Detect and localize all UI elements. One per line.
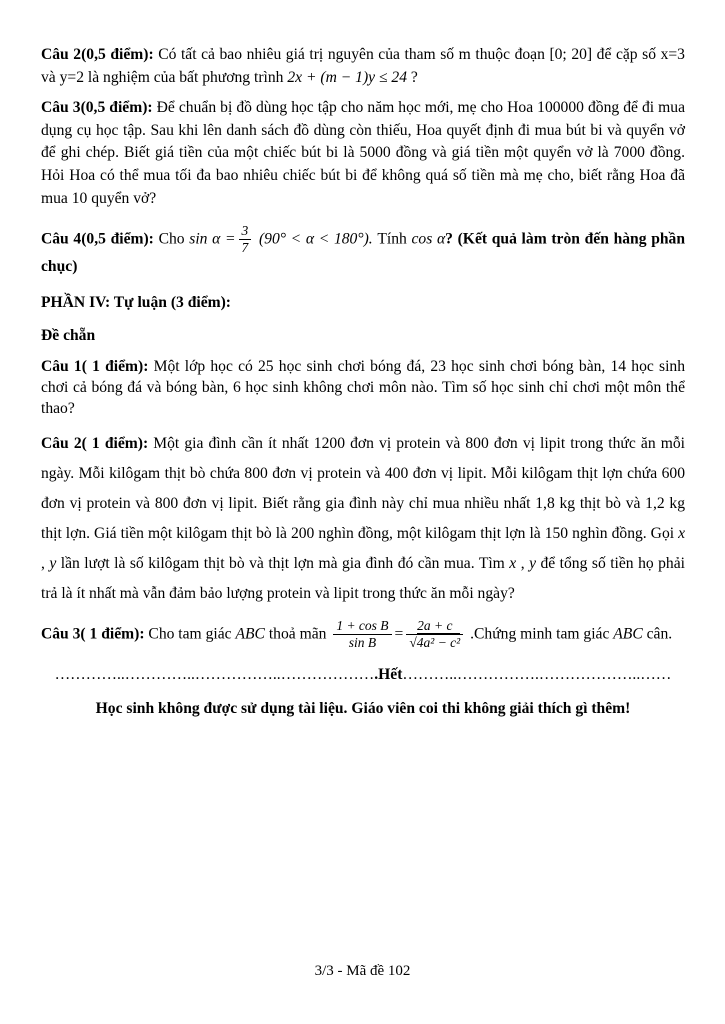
question-2-05-text-2: để cặp số x=3 và y=2 là nghiệm của bất phương trình [41, 46, 685, 86]
closing-note: Học sinh không được sử dụng tài liệu. Giáo viên coi thi không giải thích gì thêm! [95, 699, 631, 717]
math-equals-sign: = [394, 625, 404, 643]
question-2-05-text-3: ? [407, 68, 418, 86]
math-sin-alpha: sin α = [189, 230, 236, 248]
page-footer: 3/3 - Mã đề 102 [314, 963, 411, 979]
question-2-1-sep-2: , [516, 554, 530, 572]
question-3-1 [41, 619, 685, 650]
math-fraction-left [333, 619, 391, 650]
fraction-numerator: 2a + c [406, 619, 463, 635]
math-var-y: y [529, 554, 536, 572]
variant-heading: Đề chẵn [41, 326, 96, 344]
question-1-1 [41, 357, 685, 419]
dots-right: ………..…………….………………..…… [402, 666, 672, 684]
fraction-denominator: 7 [241, 240, 249, 256]
question-3-1-text-4: cân. [642, 625, 673, 643]
fraction-denominator: sin B [348, 634, 377, 650]
math-interval: [0; 20] [549, 46, 593, 63]
question-3-1-label: Câu 3( 1 điểm): [41, 625, 145, 643]
math-cos-alpha: cos α [411, 230, 446, 248]
question-2-1-label: Câu 2( 1 điểm): [41, 435, 149, 453]
fraction-numerator: 1 + cos B [333, 619, 391, 635]
part-4-heading: PHẦN IV: Tự luận (3 điểm): [41, 294, 232, 312]
math-angle-range: (90° < α < 180°). [254, 230, 378, 248]
question-2-1-text-2: lần lượt là số kilôgam thịt bò và thịt lợn mà gia đình đó cần mua. Tìm [56, 554, 510, 572]
math-var-y: y [49, 554, 57, 572]
question-2-05-text-1: Có tất cả bao nhiêu giá trị nguyên của tham số m thuộc đoạn [153, 46, 550, 63]
question-3-1-text-3: .Chứng minh tam giác [466, 625, 614, 643]
question-2-1-text-1: Một gia đình cần ít nhất 1200 đơn vị protein và 800 đơn vị lipit trong thức ăn mỗi ngày. Mỗi kilôgam thịt bò chứa 800 đơn vị protein và 400 đơn vị lipit. Mỗi kilôgam thịt lợn chứa 600 đơn vị protein và 800 đơn vị lipit. Biết rằng gia đình này chỉ mua nhiều nhất 1,8 kg thịt bò và 1,2 kg thịt lợn. Giá tiền một kilôgam thịt bò là 200 nghìn đồng, một kilôgam thịt lợn là 150 nghìn đồng. Gọi [41, 435, 685, 542]
question-2-05 [41, 44, 685, 89]
radicand: 4a² − c² [416, 634, 461, 650]
question-4-05-text-2: Tính [377, 230, 412, 248]
question-1-1-text: Một lớp học có 25 học sinh chơi bóng đá, 23 học sinh chơi bóng bàn, 14 học sinh chơi cả bóng đá và bóng bàn, 6 học sinh không chơi môn nào. Tìm số học sinh chỉ chơi một môn thể thao? [41, 358, 686, 417]
fraction-numerator: 3 [239, 224, 252, 240]
math-var-x: x [678, 524, 685, 542]
question-3-1-text-2: thoả mãn [264, 625, 331, 643]
question-4-05-text-1: Cho [153, 230, 190, 248]
question-2-05-label: Câu 2(0,5 điểm): [41, 46, 154, 63]
math-triangle-abc: ABC [235, 625, 265, 643]
fraction-denominator [406, 635, 463, 650]
question-2-1-sep-1: , [41, 554, 50, 572]
question-1-1-label: Câu 1( 1 điểm): [41, 358, 149, 376]
math-var-x: x [509, 554, 517, 572]
math-triangle-abc: ABC [613, 625, 643, 643]
question-4-05-bold-note: ? (Kết quả làm tròn đến hàng phần chục) [41, 230, 686, 275]
math-inequality: 2x + (m − 1)y ≤ 24 [287, 68, 408, 86]
question-3-05-text: Để chuẩn bị đồ dùng học tập cho năm học mới, mẹ cho Hoa 100000 đồng để đi mua dụng cụ học tập. Sau khi lên danh sách đồ dùng còn thiếu, Hoa quyết định đi mua bút bi và quyển vở để ghi chép. Biết giá tiền của một chiếc bút bi là 5000 đồng và giá tiền một quyển vở là 7000 đồng. Hỏi Hoa có thể mua tối đa bao nhiêu chiếc bút bi để không quá số tiền mà mẹ cho, biết rằng Hoa đã mua 10 quyển vở? [41, 99, 686, 207]
question-4-05 [41, 224, 685, 278]
question-4-05-label: Câu 4(0,5 điểm): [41, 230, 154, 248]
math-fraction-right [406, 619, 463, 650]
end-separator-line [41, 666, 685, 684]
math-fraction-3-7 [239, 224, 252, 255]
question-2-1-text-3: để tổng số tiền họ phải trả là ít nhất mà vẫn đảm bảo lượng protein và lipit trong thức ăn mỗi ngày? [41, 554, 685, 602]
radical-sign: √ [409, 634, 417, 650]
question-2-1 [41, 429, 685, 609]
end-label: .Hết [374, 666, 403, 684]
question-3-05 [41, 97, 685, 210]
dots-left: …………..…………..……………..……………… [54, 666, 375, 684]
question-3-1-text-1: Cho tam giác [144, 625, 236, 643]
question-3-05-label: Câu 3(0,5 điểm): [41, 99, 153, 117]
